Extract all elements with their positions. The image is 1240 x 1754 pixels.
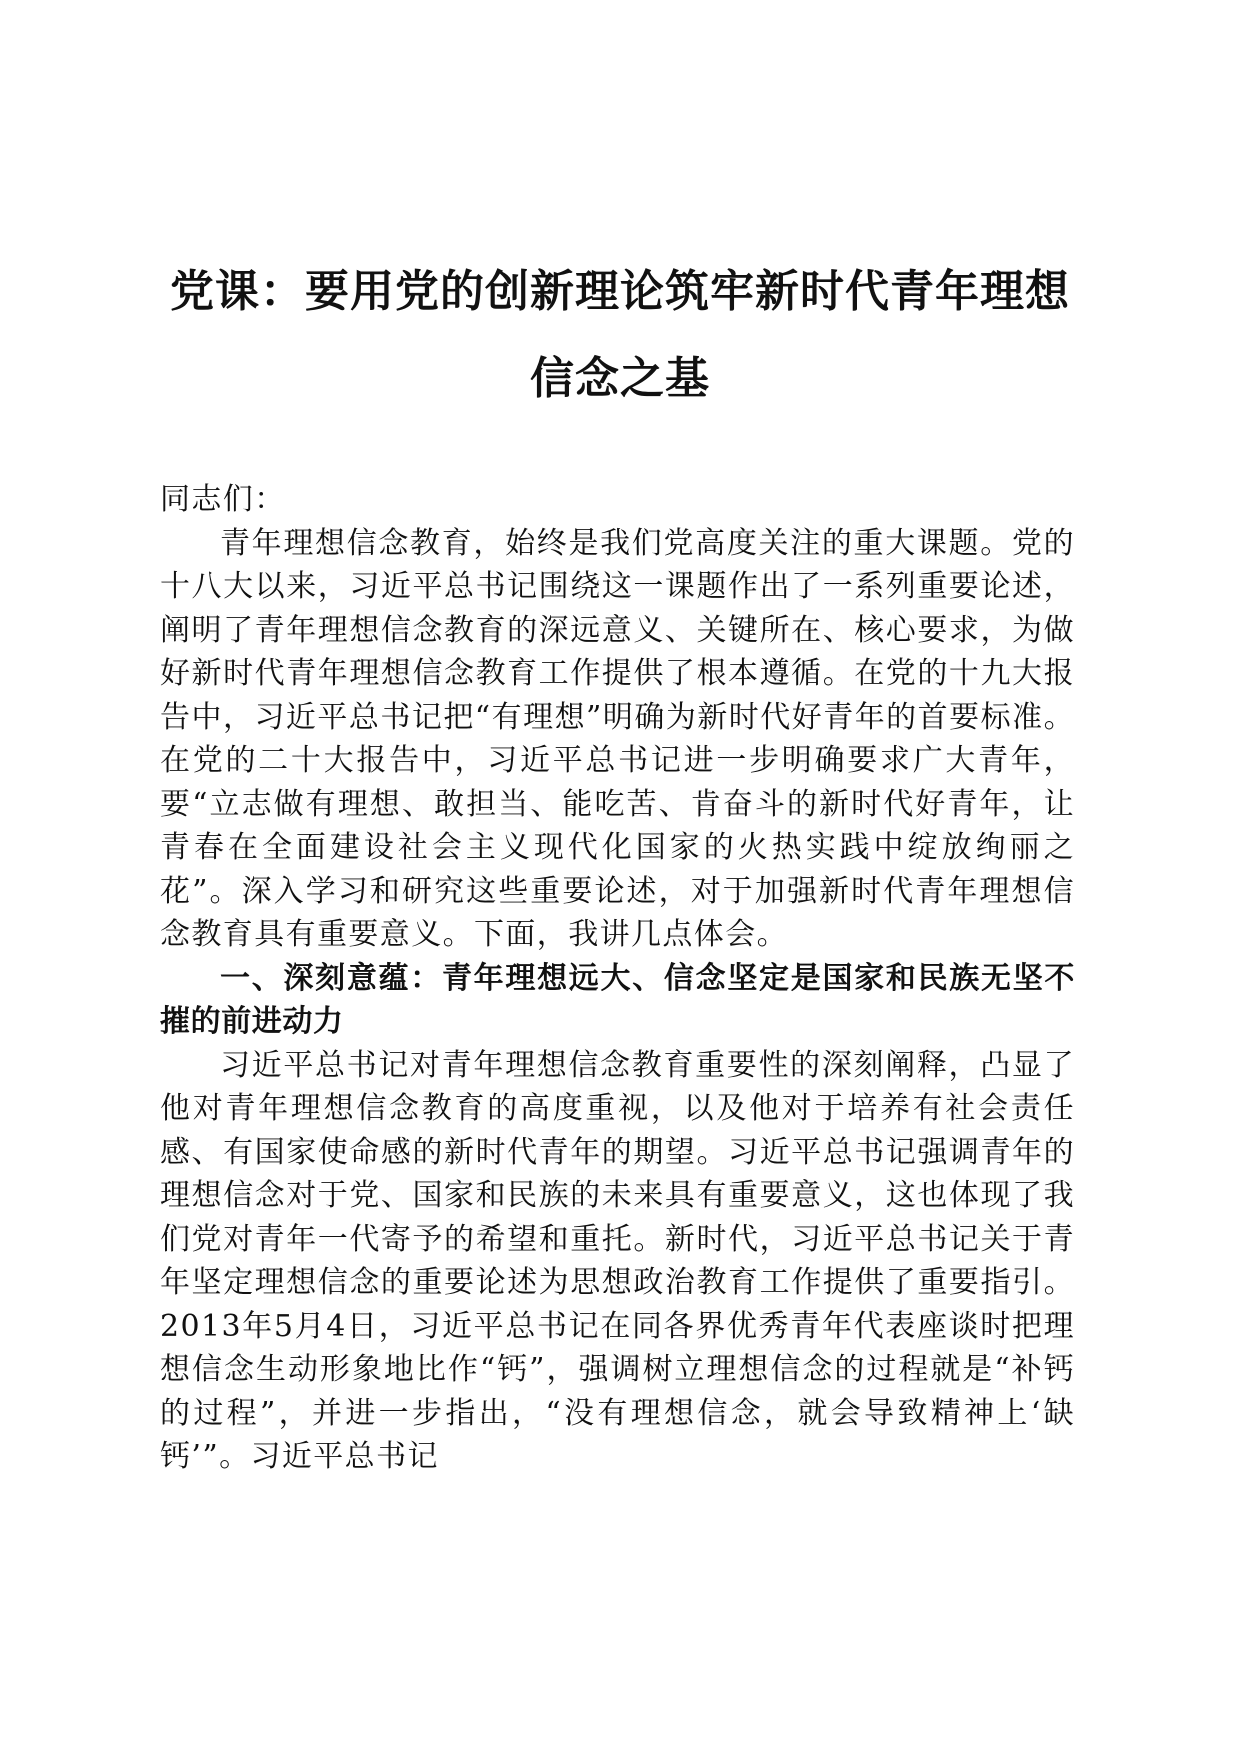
intro-paragraph: 青年理想信念教育，始终是我们党高度关注的重大课题。党的十八大以来，习近平总书记围绕这一课题作出了一系列重要论述，阐明了青年理想信念教育的深远意义、关键所在、核心要求，为做好新时代青年理想信念教育工作提供了根本遵循。在党的十九大报告中，习近平总书记把“有理想”明确为新时代好青年的首要标准。在党的二十大报告中，习近平总书记进一步明确要求广大青年，要“立志做有理想、敢担当、能吃苦、肯奋斗的新时代好青年，让青春在全面建设社会主义现代化国家的火热实践中绽放绚丽之花”。深入学习和研究这些重要论述，对于加强新时代青年理想信念教育具有重要意义。下面，我讲几点体会。 — [160, 525, 1075, 952]
salutation: 同志们： — [160, 482, 286, 517]
section-heading: 一、深刻意蕴：青年理想远大、信念坚定是国家和民族无坚不摧的前进动力 — [160, 960, 1075, 1039]
section-paragraph: 习近平总书记对青年理想信念教育重要性的深刻阐释，凸显了他对青年理想信念教育的高度重视，以及他对于培养有社会责任感、有国家使命感的新时代青年的期望。习近平总书记强调青年的理想信念对于党、国家和民族的未来具有重要意义，这也体现了我们党对青年一代寄予的希望和重托。新时代，习近平总书记关于青年坚定理想信念的重要论述为思想政治教育工作提供了重要指引。2013年5月4日，习近平总书记在同各界优秀青年代表座谈时把理想信念生动形象地比作“钙”，强调树立理想信念的过程就是“补钙的过程”，并进一步指出，“没有理想信念，就会导致精神上‘缺钙’”。习近平总书记 — [160, 1047, 1075, 1474]
document-title: 党课：要用党的创新理论筑牢新时代青年理想信念之基 — [170, 266, 1070, 404]
document-body — [160, 478, 1075, 1479]
